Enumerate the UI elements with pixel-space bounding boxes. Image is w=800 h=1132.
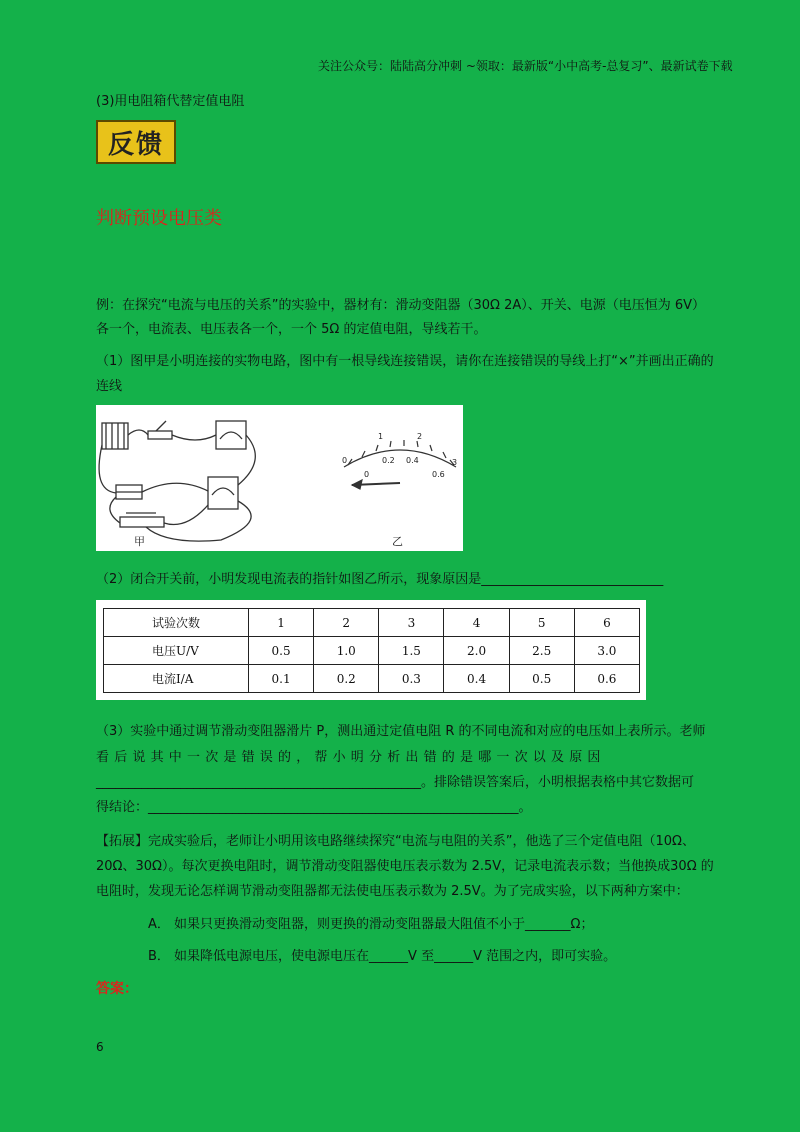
table-cell: 0.5 <box>249 637 314 665</box>
table-cell: 0.5 <box>509 665 574 693</box>
extension-line-2: 20Ω、30Ω）。每次更换电阻时，调节滑动变阻器使电压表示数为 2.5V，记录电流表示数；当他换成30Ω 的 <box>96 859 714 874</box>
table-row <box>104 637 640 665</box>
figure-label-yi: 乙 <box>392 535 403 548</box>
table-row-label: 电流I/A <box>104 665 249 693</box>
question3-line-3: __________________________________________________。排除错误答案后，小明根据表格中其它数据可 <box>96 775 695 790</box>
table-cell: 1.0 <box>314 637 379 665</box>
table-header-cell: 1 <box>249 609 314 637</box>
meter-scale-label: 3 <box>452 458 458 467</box>
table-header-cell: 3 <box>379 609 444 637</box>
table-row <box>104 609 640 637</box>
circuit-figure-drawing <box>96 405 463 551</box>
meter-scale-label: 0 <box>342 456 348 465</box>
feedback-badge: 反馈 <box>96 120 176 164</box>
table-cell: 0.4 <box>444 665 509 693</box>
data-table-container <box>96 600 646 700</box>
table-cell: 1.5 <box>379 637 444 665</box>
question2-line: （2）闭合开关前，小明发现电流表的指针如图乙所示，现象原因是____________________________ <box>96 572 664 587</box>
table-cell: 2.5 <box>509 637 574 665</box>
data-table <box>103 608 640 693</box>
table-cell: 3.0 <box>574 637 639 665</box>
header-note: 关注公众号：陆陆高分冲刺 ~领取：最新版“小中高考-总复习”、最新试卷下载 <box>318 59 733 73</box>
example-line-2: 各一个，电流表、电压表各一个，一个 5Ω 的定值电阻，导线若干。 <box>96 322 487 337</box>
question1-line-1: （1）图甲是小明连接的实物电路，图中有一根导线连接错误，请你在连接错误的导线上打“×”并画出正确的 <box>96 354 714 369</box>
table-header-cell: 2 <box>314 609 379 637</box>
ammeter-scale-yi <box>344 440 456 489</box>
table-header-cell: 试验次数 <box>104 609 249 637</box>
table-header-cell: 4 <box>444 609 509 637</box>
item3-heading: (3)用电阻箱代替定值电阻 <box>96 94 245 109</box>
meter-scale-label: 2 <box>417 432 423 441</box>
circuit-diagram-jia <box>99 421 255 541</box>
meter-scale-label: 1 <box>378 432 384 441</box>
circuit-figure <box>96 405 463 551</box>
question3-line-1: （3）实验中通过调节滑动变阻器滑片 P，测出通过定值电阻 R 的不同电流和对应的电压如上表所示。老师 <box>96 724 706 739</box>
meter-scale-label: 0.6 <box>432 470 445 479</box>
table-cell: 2.0 <box>444 637 509 665</box>
option-b: B． 如果降低电源电压，使电源电压在______V 至______V 范围之内，即可实验。 <box>148 949 617 964</box>
table-cell: 0.6 <box>574 665 639 693</box>
table-row <box>104 665 640 693</box>
extension-line-3: 电阻时，发现无论怎样调节滑动变阻器都无法使电压表示数为 2.5V。为了完成实验，以下两种方案中： <box>96 884 689 899</box>
table-header-cell: 5 <box>509 609 574 637</box>
question3-line-2: 看后说其中一次是错误的，帮小明分析出错的是哪一次以及原因 <box>96 750 606 765</box>
example-line-1: 例：在探究“电流与电压的关系”的实验中，器材有：滑动变阻器（30Ω 2A）、开关、电源（电压恒为 6V） <box>96 298 706 313</box>
figure-label-jia: 甲 <box>134 535 145 548</box>
table-cell: 0.2 <box>314 665 379 693</box>
option-a: A． 如果只更换滑动变阻器，则更换的滑动变阻器最大阻值不小于_______Ω； <box>148 917 594 932</box>
question3-line-4: 得结论：_________________________________________________________。 <box>96 800 532 815</box>
table-cell: 0.1 <box>249 665 314 693</box>
table-header-cell: 6 <box>574 609 639 637</box>
table-row-label: 电压U/V <box>104 637 249 665</box>
extension-line-1: 【拓展】完成实验后，老师让小明用该电路继续探究“电流与电阻的关系”，他选了三个定值电阻（10Ω、 <box>96 834 695 849</box>
meter-scale-label: 0 <box>364 470 370 479</box>
section-title: 判断预设电压类 <box>96 208 222 229</box>
answer-label: 答案： <box>96 981 138 997</box>
page-number: 6 <box>96 1040 104 1054</box>
meter-scale-label: 0.2 <box>382 456 395 465</box>
question1-line-2: 连线 <box>96 379 123 394</box>
table-cell: 0.3 <box>379 665 444 693</box>
meter-scale-label: 0.4 <box>406 456 419 465</box>
